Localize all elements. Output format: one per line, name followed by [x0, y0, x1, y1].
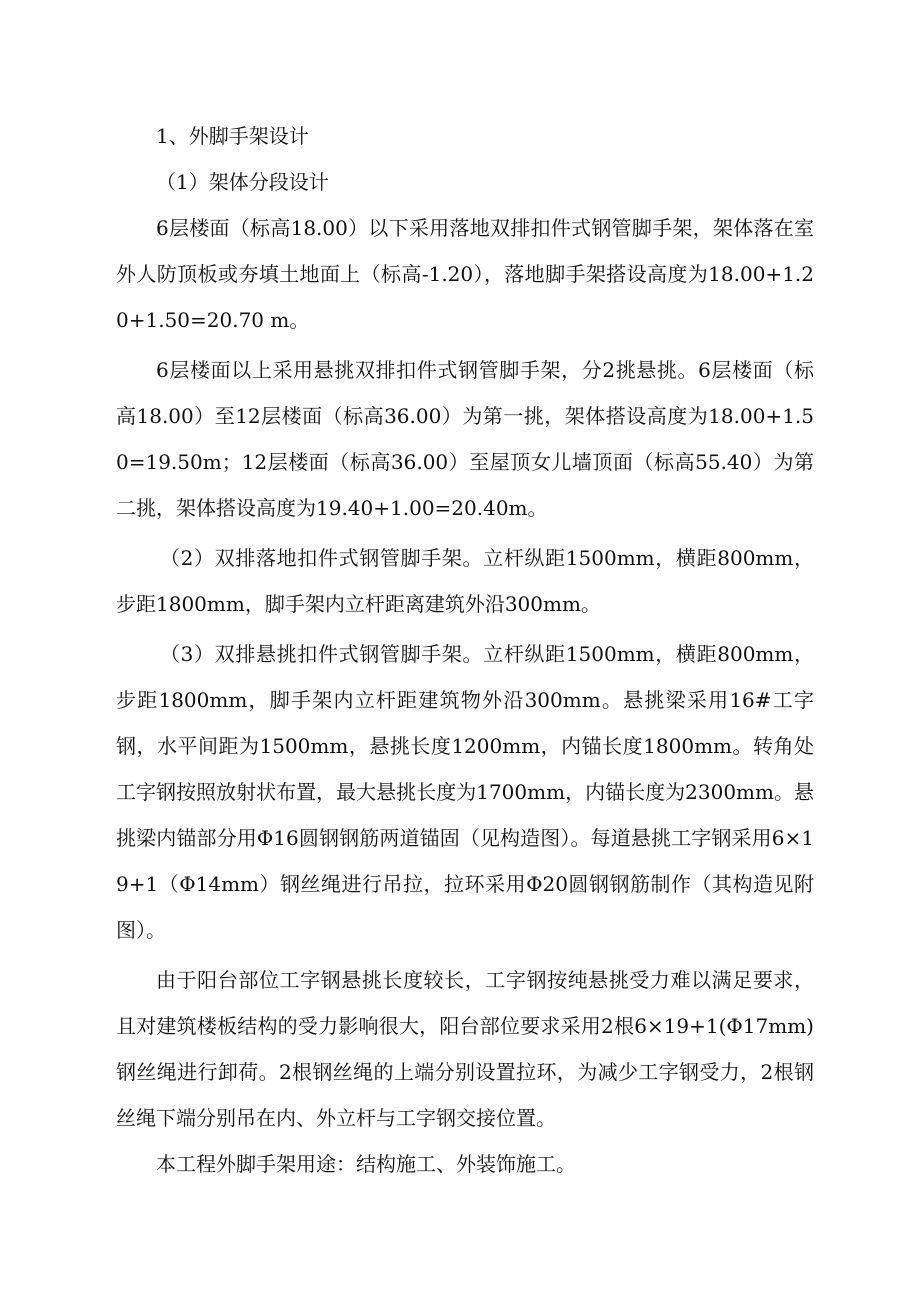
- paragraph-scaffold-purpose: 本工程外脚手架用途：结构施工、外装饰施工。: [156, 1152, 576, 1176]
- section-heading: 1、外脚手架设计: [156, 124, 309, 148]
- paragraph-cantilever-scaffold-range: 6层楼面以上采用悬挑双排扣件式钢管脚手架，分2挑悬挑。6层楼面（标高18.00）至12层楼面（标高36.00）为第一挑，架体搭设高度为18.00+1.50=19.50m；12层楼面（标高36.00）至屋顶女儿墙顶面（标高55.40）为第二挑，架体搭设高度为19.40+1.00=20.40m。: [116, 358, 814, 520]
- paragraph-cantilever-scaffold-spec: （3）双排悬挑扣件式钢管脚手架。立杆纵距1500mm，横距800mm，步距1800mm，脚手架内立杆距建筑物外沿300mm。悬挑梁采用16#工字钢，水平间距为1500mm，悬挑长度1200mm，内锚长度1800mm。转角处工字钢按照放射状布置，最大悬挑长度为1700mm，内锚长度为2300mm。悬挑梁内锚部分用Φ16圆钢钢筋两道锚固（见构造图）。每道悬挑工字钢采用6×19+1（Φ14mm）钢丝绳进行吊拉，拉环采用Φ20圆钢钢筋制作（其构造见附图）。: [116, 642, 814, 942]
- paragraph-ground-scaffold-spec: （2）双排落地扣件式钢管脚手架。立杆纵距1500mm，横距800mm，步距1800mm，脚手架内立杆距离建筑外沿300mm。: [116, 546, 814, 616]
- document-body: [116, 113, 814, 1187]
- paragraph-ground-scaffold-range: 6层楼面（标高18.00）以下采用落地双排扣件式钢管脚手架，架体落在室外人防顶板或夯填土地面上（标高-1.20），落地脚手架搭设高度为18.00+1.20+1.50=20.70 m。: [116, 216, 814, 332]
- subsection-heading: （1）架体分段设计: [156, 170, 329, 194]
- paragraph-balcony-unloading: 由于阳台部位工字钢悬挑长度较长，工字钢按纯悬挑受力难以满足要求，且对建筑楼板结构的受力影响很大，阳台部位要求采用2根6×19+1(Φ17mm)钢丝绳进行卸荷。2根钢丝绳的上端分别设置拉环，为减少工字钢受力，2根钢丝绳下端分别吊在内、外立杆与工字钢交接位置。: [116, 968, 814, 1130]
